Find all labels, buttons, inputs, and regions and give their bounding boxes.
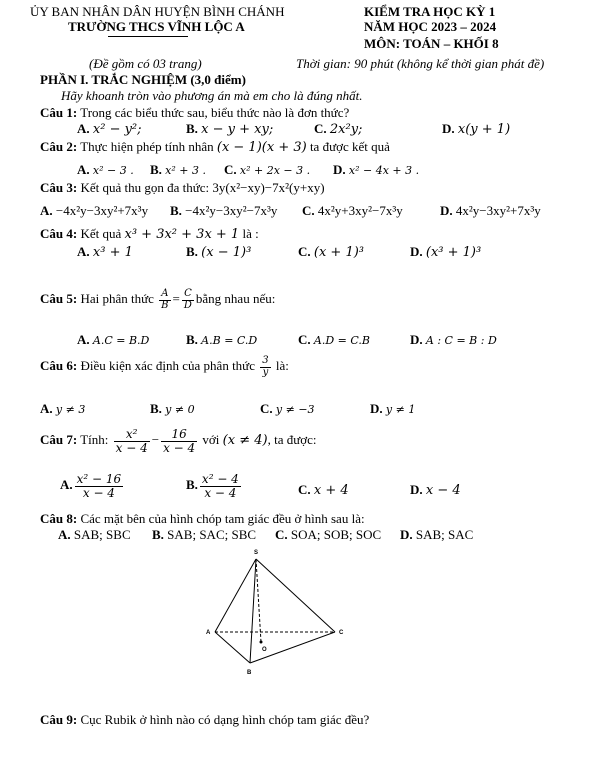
q8-option-d[interactable]: D. SAB; SAC bbox=[400, 527, 474, 542]
label-a: A bbox=[206, 630, 211, 636]
fraction-x2-over-x-minus-4: $\frac{\text{x²}}{x - 4}$ bbox=[115, 427, 148, 455]
question-5: Câu 5: Hai phân thức $\frac{A}{B}$ = $\frac{C}{D}$ bằng nhau nếu: bbox=[40, 288, 276, 311]
q6-option-a[interactable]: A. y ≠ 3 bbox=[40, 401, 86, 416]
question-7: Câu 7: Tính: $\frac{\text{x²}}{x - 4}$ − $\frac{16}{x - 4}$ với (x ≠ 4), ta được: bbox=[40, 427, 317, 455]
triangular-pyramid-figure bbox=[195, 545, 355, 680]
subject-grade: MÔN: TOÁN – KHỐI 8 bbox=[364, 36, 499, 51]
q7-option-a[interactable]: A. $\frac{\text{x² − 16}}{x - 4}$ bbox=[60, 472, 122, 500]
q7-option-d[interactable]: D. x − 4 bbox=[410, 482, 461, 498]
q1-option-a[interactable]: A. x² − y²; bbox=[77, 121, 142, 137]
fraction-a-over-b: $\frac{A}{B}$ bbox=[161, 288, 169, 311]
q5-option-d[interactable]: D. A : C = B : D bbox=[410, 332, 497, 347]
fraction-3-over-y: $\frac{3}{y}$ bbox=[262, 355, 269, 378]
q6-option-b[interactable]: B. y ≠ 0 bbox=[150, 401, 195, 416]
exam-title: KIỂM TRA HỌC KỲ 1 bbox=[364, 4, 496, 19]
q3-option-b[interactable]: B. −4x²y−3xy²−7x³y bbox=[170, 203, 278, 218]
q2-option-b[interactable]: B. x² + 3 . bbox=[150, 162, 206, 177]
question-label: Câu 1: bbox=[40, 105, 78, 120]
q8-option-a[interactable]: A. SAB; SBC bbox=[58, 527, 131, 542]
q2-option-d[interactable]: D. x² − 4x + 3 . bbox=[333, 162, 420, 177]
q3-option-c[interactable]: C. 4x²y+3xy²−7x³y bbox=[302, 203, 403, 218]
department-name: ỦY BAN NHÂN DÂN HUYỆN BÌNH CHÁNH bbox=[30, 4, 285, 19]
pages-note: (Đề gồm có 03 trang) bbox=[89, 56, 202, 71]
q5-option-c[interactable]: C. A.D = C.B bbox=[298, 332, 370, 347]
question-2: Câu 2: Thực hiện phép tính nhân (x − 1)(x + 3) ta được kết quả bbox=[40, 139, 390, 155]
label-o: O bbox=[262, 647, 267, 653]
q2-option-c[interactable]: C. x² + 2x − 3 . bbox=[224, 162, 311, 177]
school-underline bbox=[108, 36, 188, 37]
q8-option-c[interactable]: C. SOA; SOB; SOC bbox=[275, 527, 382, 542]
section-title: PHẦN I. TRẮC NGHIỆM (3,0 điểm) bbox=[40, 72, 246, 87]
section-instruction: Hãy khoanh tròn vào phương án mà em cho là đúng nhất. bbox=[61, 88, 363, 103]
label-s: S bbox=[254, 550, 259, 556]
school-year: NĂM HỌC 2023 – 2024 bbox=[364, 19, 497, 34]
q5-option-a[interactable]: A. A.C = B.D bbox=[77, 332, 150, 347]
label-b: B bbox=[247, 670, 252, 676]
question-9: Câu 9: Cục Rubik ở hình nào có dạng hình chóp tam giác đều? bbox=[40, 712, 370, 727]
question-4: Câu 4: Kết quả x³ + 3x² + 3x + 1 là : bbox=[40, 226, 259, 242]
q4-expression: x³ + 3x² + 3x + 1 bbox=[124, 227, 240, 242]
question-3: Câu 3: Kết quả thu gọn đa thức: 3y(x²−xy)−7x²(y+xy) bbox=[40, 180, 325, 195]
q1-option-c[interactable]: C. 2x²y; bbox=[314, 121, 363, 137]
q4-option-c[interactable]: C. (x + 1)³ bbox=[298, 244, 365, 260]
edge-sc bbox=[256, 559, 335, 632]
point-o bbox=[260, 641, 263, 644]
q4-option-b[interactable]: B. (x − 1)³ bbox=[186, 244, 252, 260]
question-1 bbox=[40, 105, 349, 121]
q3-option-d[interactable]: D. 4x²y−3xy²+7x³y bbox=[440, 203, 541, 218]
q7-option-b[interactable]: B. $\frac{\text{x² − 4}}{x - 4}$ bbox=[186, 472, 239, 500]
q3-option-a[interactable]: A. −4x²y−3xy²+7x³y bbox=[40, 203, 149, 218]
q1-option-d[interactable]: D. x(y + 1) bbox=[442, 121, 511, 137]
q4-option-d[interactable]: D. (x³ + 1)³ bbox=[410, 244, 482, 260]
school-name: TRƯỜNG THCS VĨNH LỘC A bbox=[68, 19, 245, 34]
q2-option-a[interactable]: A. x² − 3 . bbox=[77, 162, 134, 177]
label-c: C bbox=[339, 630, 344, 636]
q8-option-b[interactable]: B. SAB; SAC; SBC bbox=[152, 527, 257, 542]
edge-sa bbox=[215, 559, 256, 632]
edge-ab bbox=[215, 632, 250, 663]
fraction-16-over-x-minus-4: $\frac{16}{x - 4}$ bbox=[163, 427, 196, 455]
question-text: Trong các biểu thức sau, biểu thức nào là đơn thức? bbox=[80, 105, 350, 120]
q7-option-c[interactable]: C. x + 4 bbox=[298, 482, 349, 498]
q2-expression: (x − 1)(x + 3) bbox=[216, 140, 307, 155]
q6-option-d[interactable]: D. y ≠ 1 bbox=[370, 401, 416, 416]
q4-option-a[interactable]: A. x³ + 1 bbox=[77, 244, 133, 260]
time-note: Thời gian: 90 phút (không kể thời gian phát đề) bbox=[296, 56, 545, 71]
q6-option-c[interactable]: C. y ≠ −3 bbox=[260, 401, 315, 416]
fraction-c-over-d: $\frac{C}{D}$ bbox=[183, 288, 192, 311]
q5-option-b[interactable]: B. A.B = C.D bbox=[186, 332, 258, 347]
question-6: Câu 6: Điều kiện xác định của phân thức $\frac{3}{y}$ là: bbox=[40, 355, 289, 378]
height-so bbox=[256, 559, 261, 642]
q1-option-b[interactable]: B. x − y + xy; bbox=[186, 121, 274, 137]
question-8: Câu 8: Các mặt bên của hình chóp tam giác đều ở hình sau là: bbox=[40, 511, 365, 526]
edge-sb bbox=[250, 559, 256, 663]
